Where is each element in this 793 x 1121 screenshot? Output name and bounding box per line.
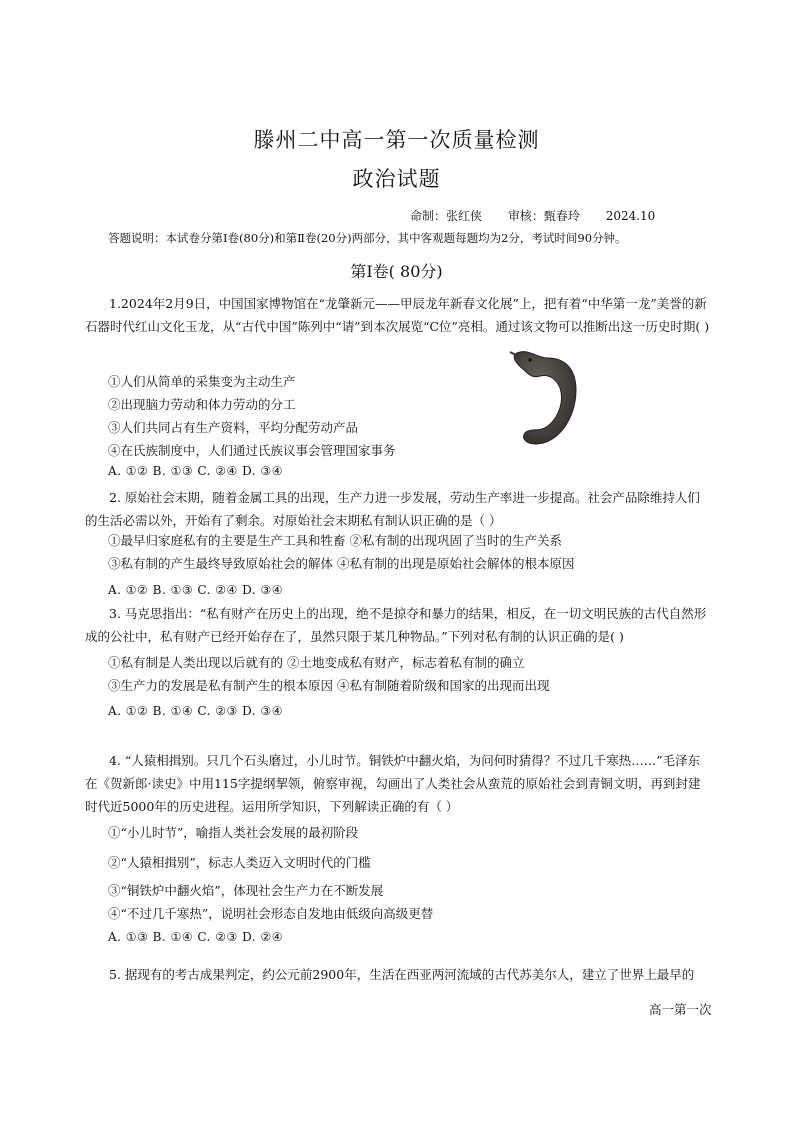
question-4-option-2: ②“人猿相揖别”，标志人类迈入文明时代的门槛 — [108, 855, 371, 870]
question-1-option-2: ②出现脑力劳动和体力劳动的分工 — [108, 397, 296, 412]
jade-dragon-icon — [508, 348, 580, 448]
question-1-option-1: ①人们从简单的采集变为主动生产 — [108, 374, 296, 389]
page-footer: 高一第一次 — [649, 1002, 712, 1017]
page-subtitle: 政治试题 — [352, 167, 441, 191]
question-4-option-4: ④“不过几千寒热”，说明社会形态自发地由低级向高级更替 — [108, 906, 434, 921]
meta-reviewer: 审核：甄春玲 — [507, 209, 580, 223]
question-2-answers: A. ①② B. ①③ C. ②④ D. ③④ — [108, 583, 283, 597]
exam-meta — [410, 207, 677, 224]
question-3-stem: 3. 马克思指出：“私有财产在历史上的出现，绝不是掠夺和暴力的结果，相反，在一切文明民族的古代自然形成的公社中，私有财产已经开始存在了，虽然只限于某几种物品。”下列对私有制的认识正确的是( ) — [85, 606, 707, 644]
question-4-answers: A. ①③ B. ①④ C. ②③ D. ②④ — [108, 930, 283, 944]
question-4-option-1: ①“小儿时节”，喻指人类社会发展的最初阶段 — [108, 825, 359, 840]
question-3-answers: A. ①② B. ①④ C. ②③ D. ③④ — [108, 704, 283, 718]
question-1-stem: 1.2024年2月9日，中国国家博物馆在“龙肇新元——甲辰龙年新春文化展”上，把有着“中华第一龙”美誉的新石器时代红山文化玉龙，从“古代中国”陈列中“请”到本次展览“C位”亮相。通过该文物可以推断出这一历史时期( ) — [85, 296, 710, 334]
question-2-option-2: ③私有制的产生最终导致原始社会的解体 ④私有制的出现是原始社会解体的根本原因 — [108, 556, 575, 571]
meta-author: 命制：张红侠 — [410, 209, 483, 223]
question-1-option-3: ③人们共同占有生产资料，平均分配劳动产品 — [108, 420, 359, 435]
page-title: 滕州二中高一第一次质量检测 — [253, 128, 540, 152]
question-3-option-2: ③生产力的发展是私有制产生的根本原因 ④私有制随着阶级和国家的出现而出现 — [108, 678, 550, 693]
exam-instructions: 答题说明：本试卷分第Ⅰ卷(80分)和第Ⅱ卷(20分)两部分，其中客观题每题均为2分，考试时间90分钟。 — [108, 231, 627, 245]
question-5-stem: 5. 据现有的考古成果判定，约公元前2900年，生活在西亚两河流域的古代苏美尔人，建立了世界上最早的 — [109, 967, 695, 982]
question-3-option-1: ①私有制是人类出现以后就有的 ②土地变成私有财产，标志着私有制的确立 — [108, 655, 525, 670]
question-4-option-3: ③“铜铁炉中翻火焰”，体现社会生产力在不断发展 — [108, 883, 384, 898]
question-2-stem: 2. 原始社会末期，随着金属工具的出现，生产力进一步发展，劳动生产率进一步提高。社会产品除维持人们的生活必需以外，开始有了剩余。对原始社会末期私有制认识正确的是（ ） — [85, 490, 700, 528]
question-1-option-4: ④在氏族制度中，人们通过氏族议事会管理国家事务 — [108, 443, 396, 458]
section-heading: 第Ⅰ卷( 80分) — [350, 262, 443, 281]
question-4-stem: 4. “人猿相揖别。只几个石头磨过，小儿时节。铜铁炉中翻火焰，为问何时猜得？不过几千寒热……”毛泽东在《贺新郎·读史》中用115字提纲挈领，俯察审视，勾画出了人类社会从蛮荒的原始社会到青铜文明，再到封建时代近5000年的历史进程。运用所学知识，下列解读正确的有（ ） — [85, 753, 701, 814]
question-1-answers: A. ①② B. ①③ C. ②④ D. ③④ — [108, 464, 283, 478]
meta-date: 2024.10 — [605, 209, 656, 223]
question-2-option-1: ①最早归家庭私有的主要是生产工具和牲畜 ②私有制的出现巩固了当时的生产关系 — [108, 533, 562, 548]
